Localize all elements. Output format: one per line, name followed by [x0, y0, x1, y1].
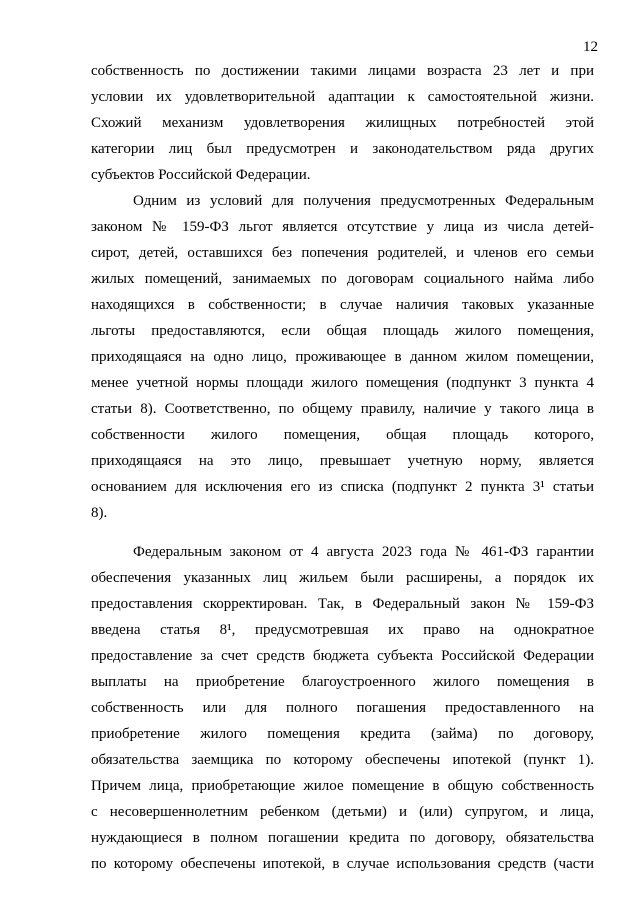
page-number: 12: [583, 39, 598, 55]
text-line: приходящаяся на одно лицо, проживающее в данном жилом помещении,: [91, 349, 594, 365]
text-line: находящихся в собственности; в случае наличия таковых указанные: [91, 297, 594, 313]
text-line: приходящаяся на это лицо, превышает учетную норму, является: [91, 453, 594, 469]
text-line: собственность по достижении такими лицами возраста 23 лет и при: [91, 63, 594, 79]
text-line: сирот, детей, оставшихся без попечения родителей, и членов его семьи: [91, 245, 594, 261]
text-line: Схожий механизм удовлетворения жилищных потребностей этой: [91, 115, 594, 131]
text-line: субъектов Российской Федерации.: [91, 167, 311, 183]
text-line: обеспечения указанных лиц жильем были расширены, а порядок их: [91, 570, 594, 586]
text-line: с несовершеннолетним ребенком (детьми) и (или) супругом, и лица,: [91, 804, 594, 820]
text-line: категории лиц был предусмотрен и законодательством ряда других: [91, 141, 594, 157]
text-line: предоставление за счет средств бюджета субъекта Российской Федерации: [91, 648, 594, 664]
text-line: законом № 159-ФЗ льгот является отсутствие у лица из числа детей-: [91, 219, 594, 235]
text-line: жилых помещений, занимаемых по договорам социального найма либо: [91, 271, 594, 287]
text-line: статьи 8). Соответственно, по общему правилу, наличие у такого лица в: [91, 401, 594, 417]
text-line: Одним из условий для получения предусмотренных Федеральным: [133, 193, 594, 209]
text-line: приобретение жилого помещения кредита (займа) по договору,: [91, 726, 594, 742]
text-line: предоставления скорректирован. Так, в Федеральный закон № 159-ФЗ: [91, 596, 594, 612]
text-line: собственности жилого помещения, общая площадь которого,: [91, 427, 594, 443]
paragraph-gap: [91, 526, 594, 539]
text-line: Федеральным законом от 4 августа 2023 года № 461-ФЗ гарантии: [133, 544, 594, 560]
text-line: введена статья 8¹, предусмотревшая их право на однократное: [91, 622, 594, 638]
text-line: выплаты на приобретение благоустроенного жилого помещения в: [91, 674, 594, 690]
body-text: [91, 58, 594, 877]
text-line: льготы предоставляются, если общая площадь жилого помещения,: [91, 323, 594, 339]
text-line: нуждающиеся в полном погашении кредита по договору, обязательства: [91, 830, 594, 846]
text-line: менее учетной нормы площади жилого помещения (подпункт 3 пункта 4: [91, 375, 594, 391]
text-line: по которому обеспечены ипотекой, в случае использования средств (части: [91, 856, 594, 872]
text-line: обязательства заемщика по которому обеспечены ипотекой (пункт 1).: [91, 752, 594, 768]
text-line: основанием для исключения его из списка (подпункт 2 пункта 3¹ статьи: [91, 479, 594, 495]
text-line: условии их удовлетворительной адаптации к самостоятельной жизни.: [91, 89, 594, 105]
text-line: 8).: [91, 505, 108, 521]
text-line: собственность или для полного погашения предоставленного на: [91, 700, 594, 716]
text-line: Причем лица, приобретающие жилое помещение в общую собственность: [91, 778, 594, 794]
